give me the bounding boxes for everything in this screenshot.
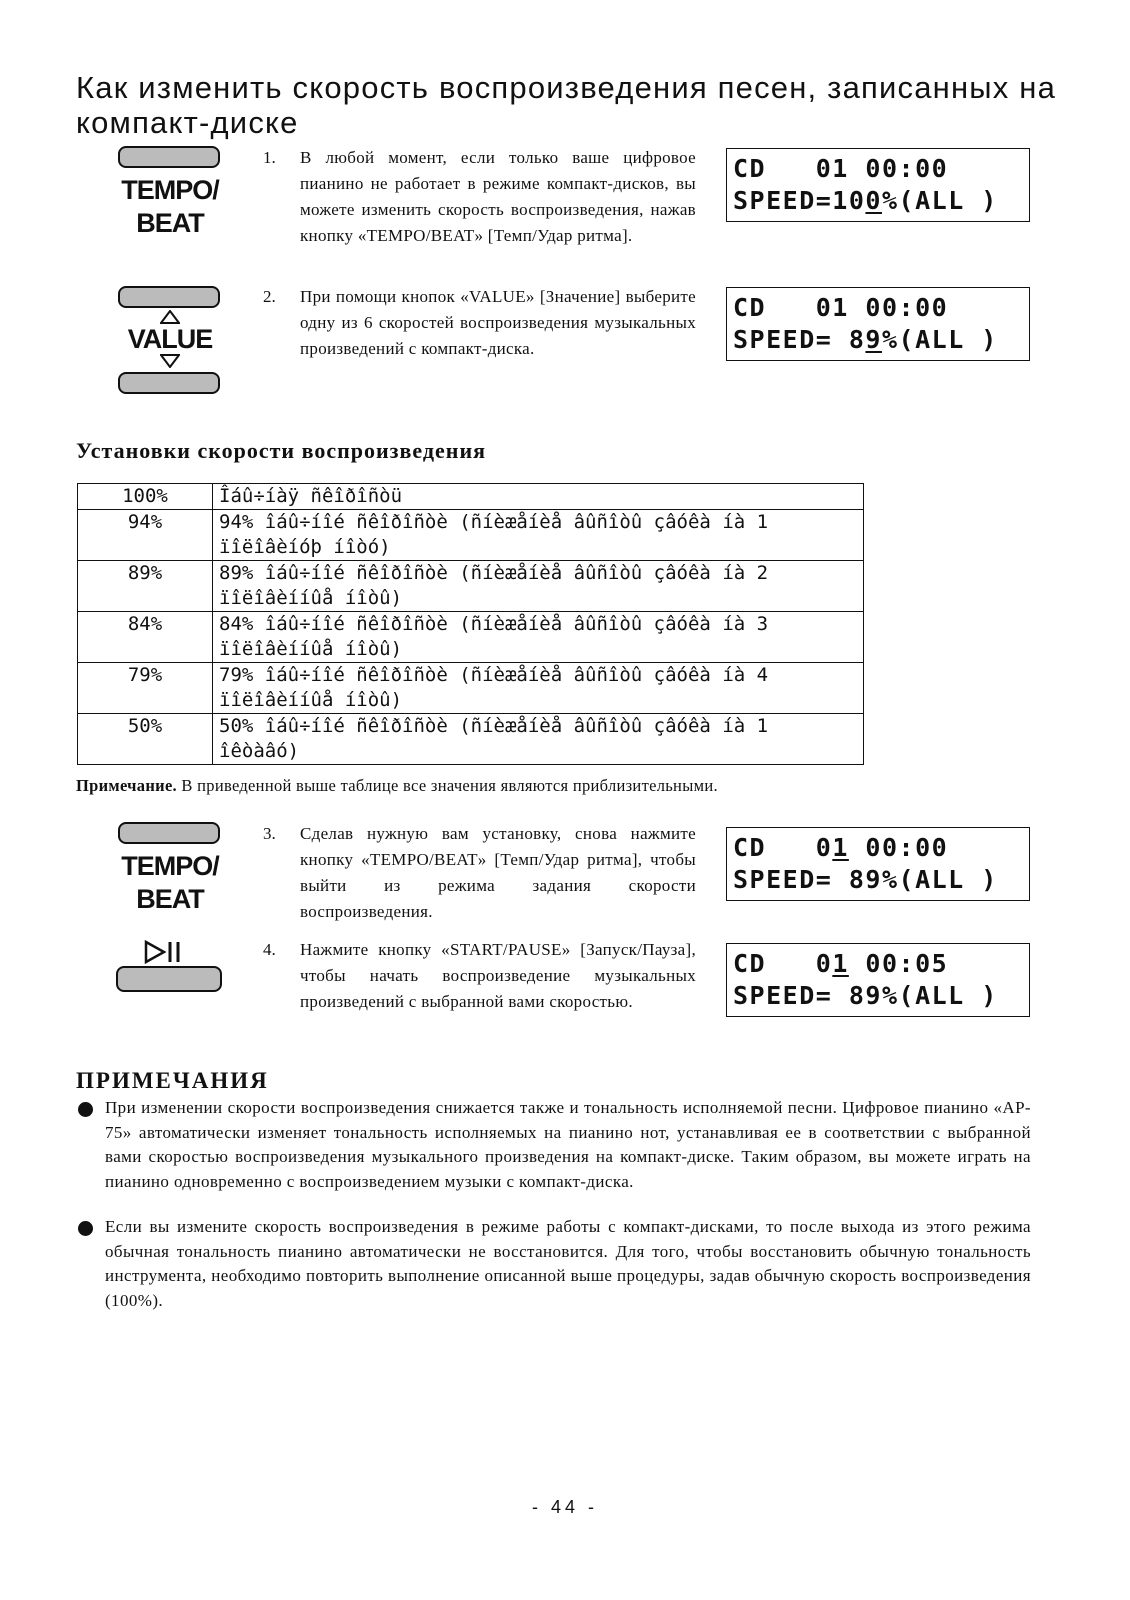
section-heading: Установки скорости воспроизведения bbox=[76, 438, 487, 463]
step-number: 4. bbox=[263, 940, 276, 959]
bullet-icon bbox=[78, 1221, 93, 1236]
step-text: Сделав нужную вам установку, снова нажмите кнопку «TEMPO/BEAT» [Темп/Удар ритма], чтобы выйти из режима задания скорости воспроизведения. bbox=[300, 824, 696, 921]
lcd-display bbox=[726, 827, 1030, 901]
speed-table bbox=[77, 483, 864, 765]
triangle-up-icon bbox=[160, 310, 180, 324]
step-text: В любой момент, если только ваше цифровое пианино не работает в режиме компакт-дисков, вы можете изменить скорость воспроизведения, нажав кнопку «TEMPO/BEAT» [Темп/Удар ритма]. bbox=[300, 148, 696, 245]
table-row: 84% 84% îáû÷íîé ñêîðîñòè (ñíèæåíèå âûñîòû çâóêà íà 3 ïîëîâèííûå íîòû) bbox=[78, 612, 864, 663]
page-number: - 44 - bbox=[531, 1497, 598, 1517]
table-row: 89% 89% îáû÷íîé ñêîðîñòè (ñíèæåíèå âûñîòû çâóêà íà 2 ïîëîâèííûå íîòû) bbox=[78, 561, 864, 612]
button-cap-icon bbox=[118, 372, 220, 394]
lcd-display bbox=[726, 148, 1030, 222]
note-paragraph: Если вы измените скорость воспроизведения в режиме работы с компакт-дисками, то после выхода из этого режима обычная тональность пианино автоматически не восстановится. Для того, чтобы восстановить обычную тональность инструмента, необходимо повторить выполнение описанной выше процедуры, задав обычную скорость воспроизведения (100%). bbox=[105, 1217, 1031, 1310]
button-cap-icon bbox=[118, 146, 220, 168]
play-pause-icon bbox=[144, 940, 196, 964]
lcd-line-1: CD 01 00:00 bbox=[733, 833, 949, 862]
step-number: 3. bbox=[263, 824, 276, 843]
note-text: В приведенной выше таблице все значения являются приблизительными. bbox=[177, 776, 718, 795]
step-number: 2. bbox=[263, 287, 276, 306]
value-button-illustration bbox=[110, 286, 230, 398]
tempo-beat-button-illustration bbox=[110, 822, 230, 922]
lcd-line-2: SPEED= 89%(ALL ) bbox=[733, 325, 998, 354]
lcd-line-2: SPEED=100%(ALL ) bbox=[733, 186, 998, 215]
lcd-line-1: CD 01 00:00 bbox=[733, 293, 949, 322]
step-text: Нажмите кнопку «START/PAUSE» [Запуск/Пауза], чтобы начать воспроизведение музыкальных произведений с выбранной вами скоростью. bbox=[300, 940, 696, 1011]
bullet-icon bbox=[78, 1102, 93, 1117]
lcd-display bbox=[726, 287, 1030, 361]
table-row: 100% Îáû÷íàÿ ñêîðîñòü bbox=[78, 484, 864, 510]
notes-heading: ПРИМЕЧАНИЯ bbox=[76, 1068, 269, 1093]
triangle-down-icon bbox=[160, 354, 180, 368]
page-title: Как изменить скорость воспроизведения песен, записанных на компакт-диске bbox=[76, 70, 1057, 140]
button-cap-icon bbox=[118, 822, 220, 844]
lcd-line-2: SPEED= 89%(ALL ) bbox=[733, 865, 998, 894]
start-pause-button-illustration bbox=[110, 940, 230, 1000]
table-row: 94% 94% îáû÷íîé ñêîðîñòè (ñíèæåíèå âûñîòû çâóêà íà 1 ïîëîâèíóþ íîòó) bbox=[78, 510, 864, 561]
button-cap-icon bbox=[116, 966, 222, 992]
button-cap-icon bbox=[118, 286, 220, 308]
note-label: Примечание. bbox=[76, 776, 177, 795]
note-paragraph: При изменении скорости воспроизведения снижается также и тональность исполняемой песни. Цифровое пианино «AP-75» автоматически изменяет тональность исполняемых на пианино нот, устанавливая ее в соответствии с выбранной вами скоростью воспроизведения музыкального произведения на компакт-диске. Таким образом, вы можете играть на пианино одновременно с воспроизведением музыки с компакт-диска. bbox=[105, 1098, 1031, 1191]
value-label: VALUE bbox=[127, 324, 213, 354]
lcd-line-1: CD 01 00:05 bbox=[733, 949, 949, 978]
lcd-display bbox=[726, 943, 1030, 1017]
step-text: При помощи кнопок «VALUE» [Значение] выберите одну из 6 скоростей воспроизведения музыкальных произведений с компакт-диска. bbox=[300, 287, 696, 358]
beat-label: BEAT bbox=[136, 884, 204, 914]
table-row: 79% 79% îáû÷íîé ñêîðîñòè (ñíèæåíèå âûñîòû çâóêà íà 4 ïîëîâèííûå íîòû) bbox=[78, 663, 864, 714]
tempo-label: TEMPO/ bbox=[121, 175, 219, 205]
step-number: 1. bbox=[263, 148, 276, 167]
tempo-label: TEMPO/ bbox=[121, 851, 219, 881]
lcd-line-1: CD 01 00:00 bbox=[733, 154, 949, 183]
table-row: 50% 50% îáû÷íîé ñêîðîñòè (ñíèæåíèå âûñîòû çâóêà íà 1 îêòàâó) bbox=[78, 714, 864, 765]
lcd-line-2: SPEED= 89%(ALL ) bbox=[733, 981, 998, 1010]
beat-label: BEAT bbox=[136, 208, 204, 238]
table-note bbox=[76, 776, 1076, 796]
tempo-beat-button-illustration bbox=[110, 146, 230, 246]
